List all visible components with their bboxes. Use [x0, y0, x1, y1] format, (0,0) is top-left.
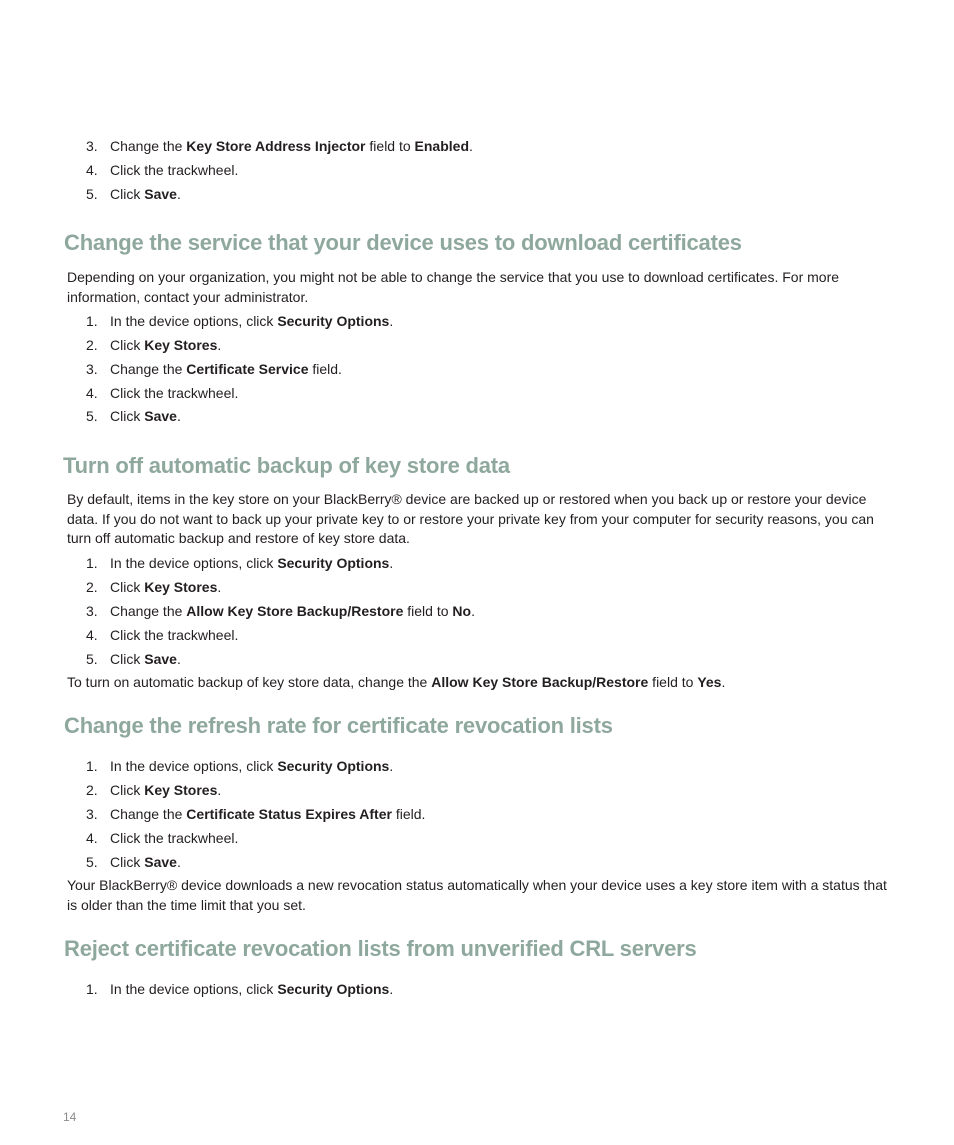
section-heading: Reject certificate revocation lists from unverified CRL servers: [64, 936, 697, 961]
section-outro: To turn on automatic backup of key store data, change the Allow Key Store Backup/Restore field to Yes.: [67, 674, 726, 690]
list-item: 2. Click Key Stores.: [86, 782, 222, 798]
list-item: 4. Click the trackwheel.: [86, 627, 239, 643]
list-item: 3. Change the Allow Key Store Backup/Restore field to No.: [86, 603, 475, 619]
list-item: 4. Click the trackwheel.: [86, 385, 239, 401]
section-heading: Change the service that your device uses to download certificates: [64, 230, 742, 255]
list-item: 5. Click Save.: [86, 854, 181, 870]
list-item: 2. Click Key Stores.: [86, 337, 222, 353]
list-item: 4. Click the trackwheel.: [86, 830, 239, 846]
section-intro: Depending on your organization, you might not be able to change the service that you use to download certificates. For more information, contact your administrator.: [67, 269, 840, 305]
list-item: 4. Click the trackwheel.: [86, 162, 239, 178]
list-item: 3. Change the Key Store Address Injector field to Enabled.: [86, 138, 473, 154]
list-item: 3. Change the Certificate Service field.: [86, 361, 342, 377]
section-heading: Change the refresh rate for certificate revocation lists: [64, 713, 613, 738]
list-item: 1. In the device options, click Security Options.: [86, 313, 394, 329]
list-item: 1. In the device options, click Security Options.: [86, 981, 394, 997]
page-number: 14: [63, 1110, 77, 1124]
list-item: 5. Click Save.: [86, 408, 181, 424]
section-intro: By default, items in the key store on your BlackBerry® device are backed up or restored when you back up or restore your device data. If you do not want to back up your private key to or restore your private key from your computer for security reasons, you can turn off automatic backup and restore of key store data.: [67, 491, 874, 546]
section-heading: Turn off automatic backup of key store data: [63, 453, 510, 478]
list-item: 1. In the device options, click Security Options.: [86, 758, 394, 774]
list-item: 5. Click Save.: [86, 651, 181, 667]
list-item: 2. Click Key Stores.: [86, 579, 222, 595]
list-item: 3. Change the Certificate Status Expires After field.: [86, 806, 426, 822]
list-item: 5. Click Save.: [86, 186, 181, 202]
section-outro: Your BlackBerry® device downloads a new revocation status automatically when your device uses a key store item with a status that is older than the time limit that you set.: [67, 877, 887, 913]
list-item: 1. In the device options, click Security Options.: [86, 555, 394, 571]
